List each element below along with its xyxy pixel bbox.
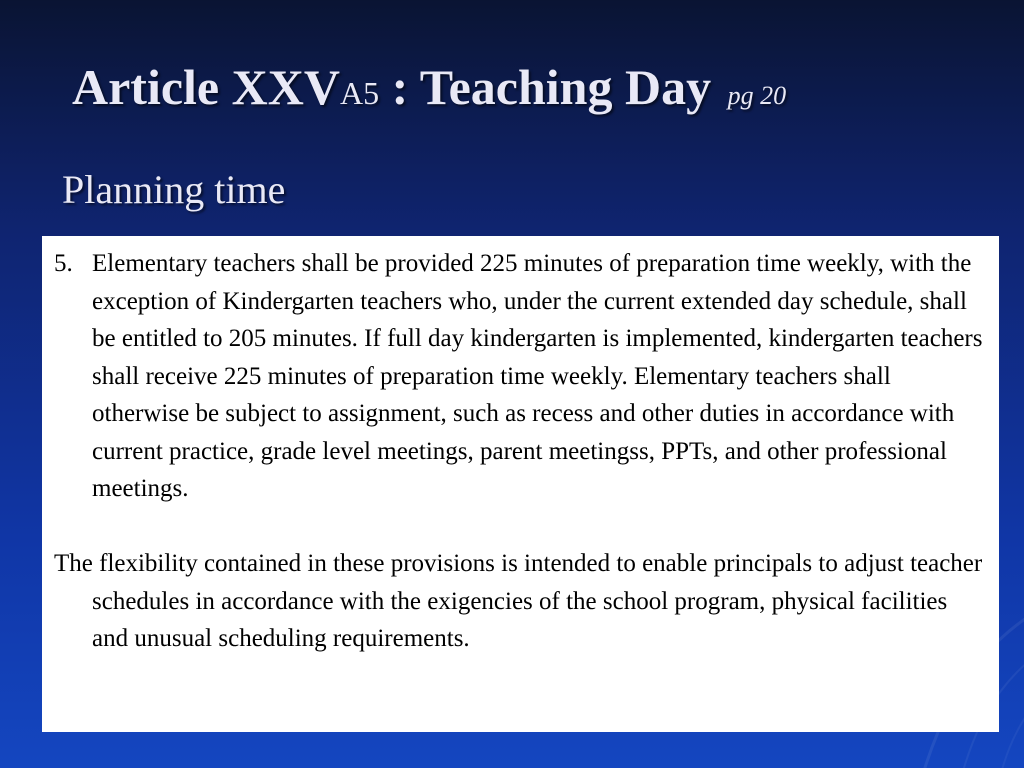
slide-title (72, 59, 787, 115)
content-box (42, 236, 999, 732)
title-rest: : Teaching Day (379, 59, 712, 115)
paragraph-spacer (54, 508, 989, 546)
closing-paragraph: The flexibility contained in these provisions is intended to enable principals to adjust teacher schedules in accordance with the exigencies of the school program, physical facilities and unusual scheduling requirements. (54, 550, 983, 652)
slide-subtitle: Planning time (62, 167, 286, 212)
title-main: Article XXV (72, 59, 340, 115)
title-page-reference: pg 20 (727, 81, 787, 110)
title-section: A5 (339, 75, 380, 111)
numbered-paragraph (54, 245, 989, 508)
item-number: 5. (54, 250, 73, 277)
item-text: Elementary teachers shall be provided 225 minutes of preparation time weekly, with the exception of Kindergarten teachers who, under the current extended day schedule, shall be entitled to 205 minutes. If full day kindergarten is implemented, kindergarten teachers shall receive 225 minutes of preparation time weekly. Elementary teachers shall otherwise be subject to assignment, such as recess and other duties in accordance with current practice, grade level meetings, parent meetingss, PPTs, and other professional meetings. (92, 250, 983, 502)
